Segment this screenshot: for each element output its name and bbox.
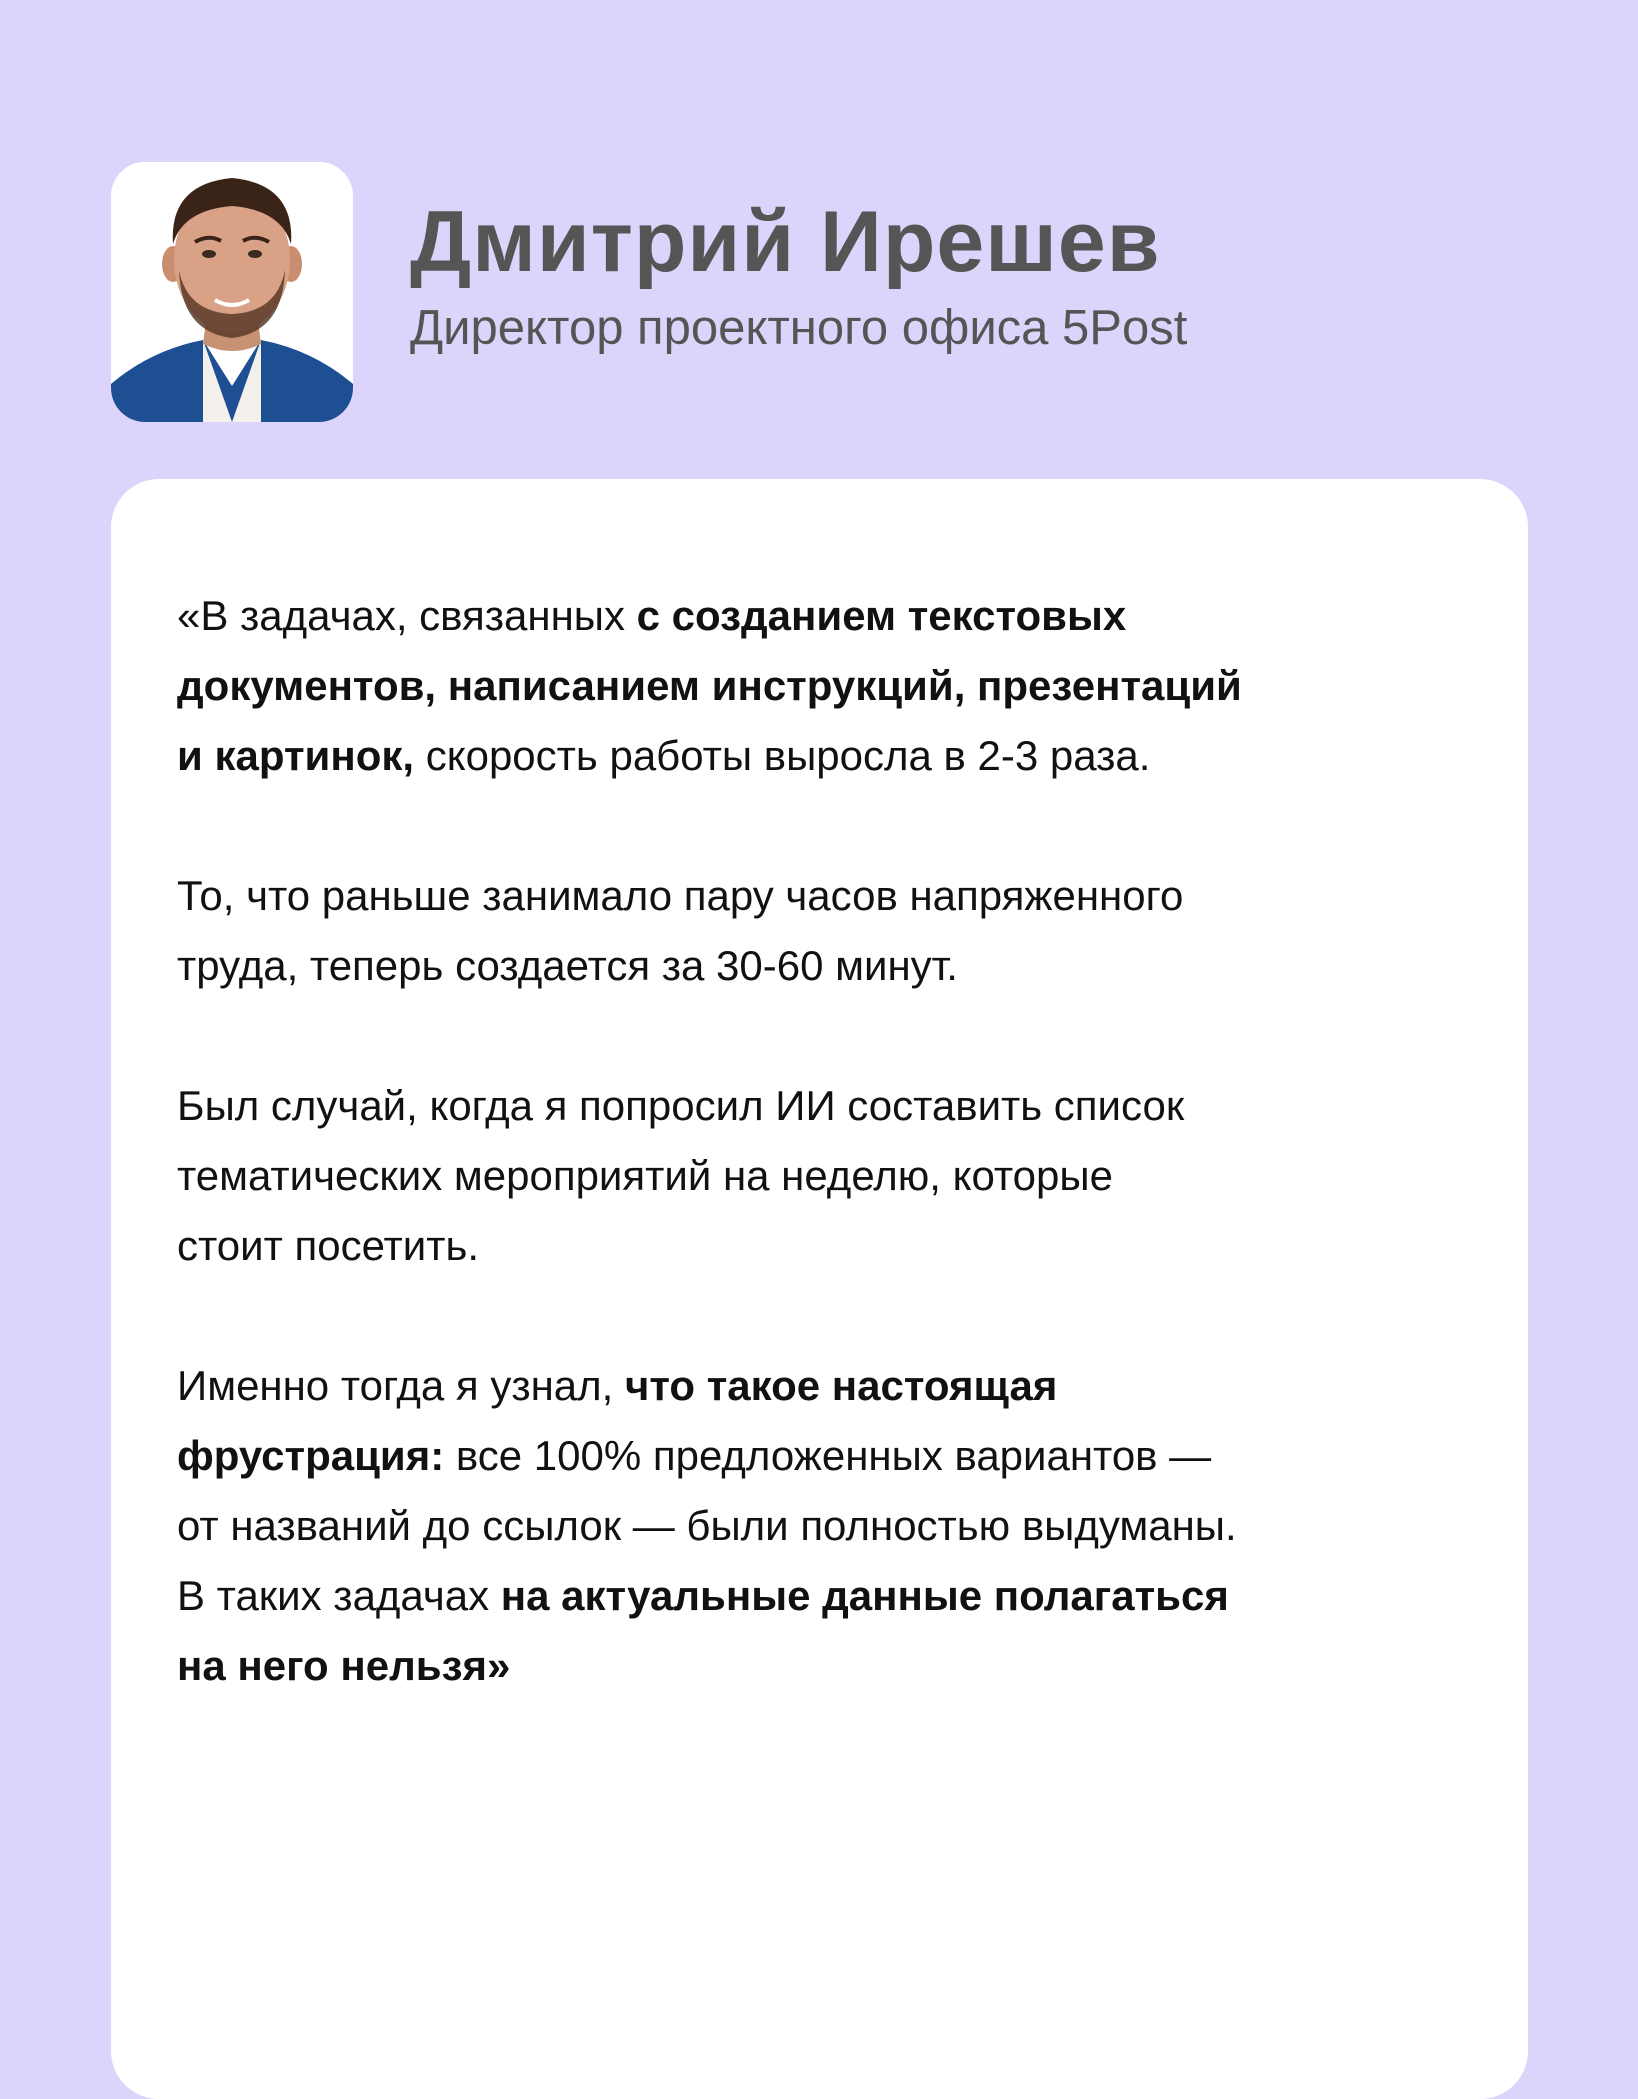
portrait-photo: [111, 162, 353, 422]
quote-line: [177, 1421, 1507, 1491]
quote-line: [177, 721, 1507, 791]
speaker-header: [111, 162, 1511, 422]
text-run: В таких задачах: [177, 1572, 501, 1619]
quote-line: [177, 1561, 1507, 1631]
quote-line: на него нельзя»: [177, 1642, 511, 1689]
speaker-name: Дмитрий Ирешев: [410, 194, 1161, 290]
quote-line: [177, 581, 1507, 651]
quote-paragraph-1: [177, 581, 1507, 791]
quote-card: [111, 479, 1528, 2099]
quote-paragraph-2: [177, 861, 1507, 1001]
text-run: Именно тогда я узнал,: [177, 1362, 625, 1409]
quote-paragraph-4: [177, 1351, 1507, 1701]
quote-text: [177, 581, 1507, 1771]
quote-line: стоит посетить.: [177, 1222, 480, 1269]
quote-line: от названий до ссылок — были полностью выдуманы.: [177, 1502, 1237, 1549]
bold-text-run: фрустрация:: [177, 1432, 445, 1479]
avatar: [111, 162, 353, 422]
quote-line: труда, теперь создается за 30-60 минут.: [177, 942, 958, 989]
quote-line: [177, 1351, 1507, 1421]
bold-text-run: и картинок,: [177, 732, 415, 779]
quote-line: тематических мероприятий на неделю, которые: [177, 1152, 1113, 1199]
quote-paragraph-3: [177, 1071, 1507, 1281]
quote-line: Был случай, когда я попросил ИИ составить список: [177, 1082, 1185, 1129]
text-run: скорость работы выросла в 2-3 раза.: [414, 732, 1151, 779]
bold-text-run: что такое настоящая: [625, 1362, 1058, 1409]
bold-text-run: с созданием текстовых: [636, 592, 1127, 639]
speaker-role: Директор проектного офиса 5Post: [410, 301, 1188, 355]
text-run: все 100% предложенных вариантов —: [444, 1432, 1212, 1479]
text-run: «В задачах, связанных: [177, 592, 637, 639]
quote-line: То, что раньше занимало пару часов напряженного: [177, 872, 1184, 919]
bold-text-run: на актуальные данные полагаться: [500, 1572, 1229, 1619]
quote-line: документов, написанием инструкций, презентаций: [177, 662, 1242, 709]
